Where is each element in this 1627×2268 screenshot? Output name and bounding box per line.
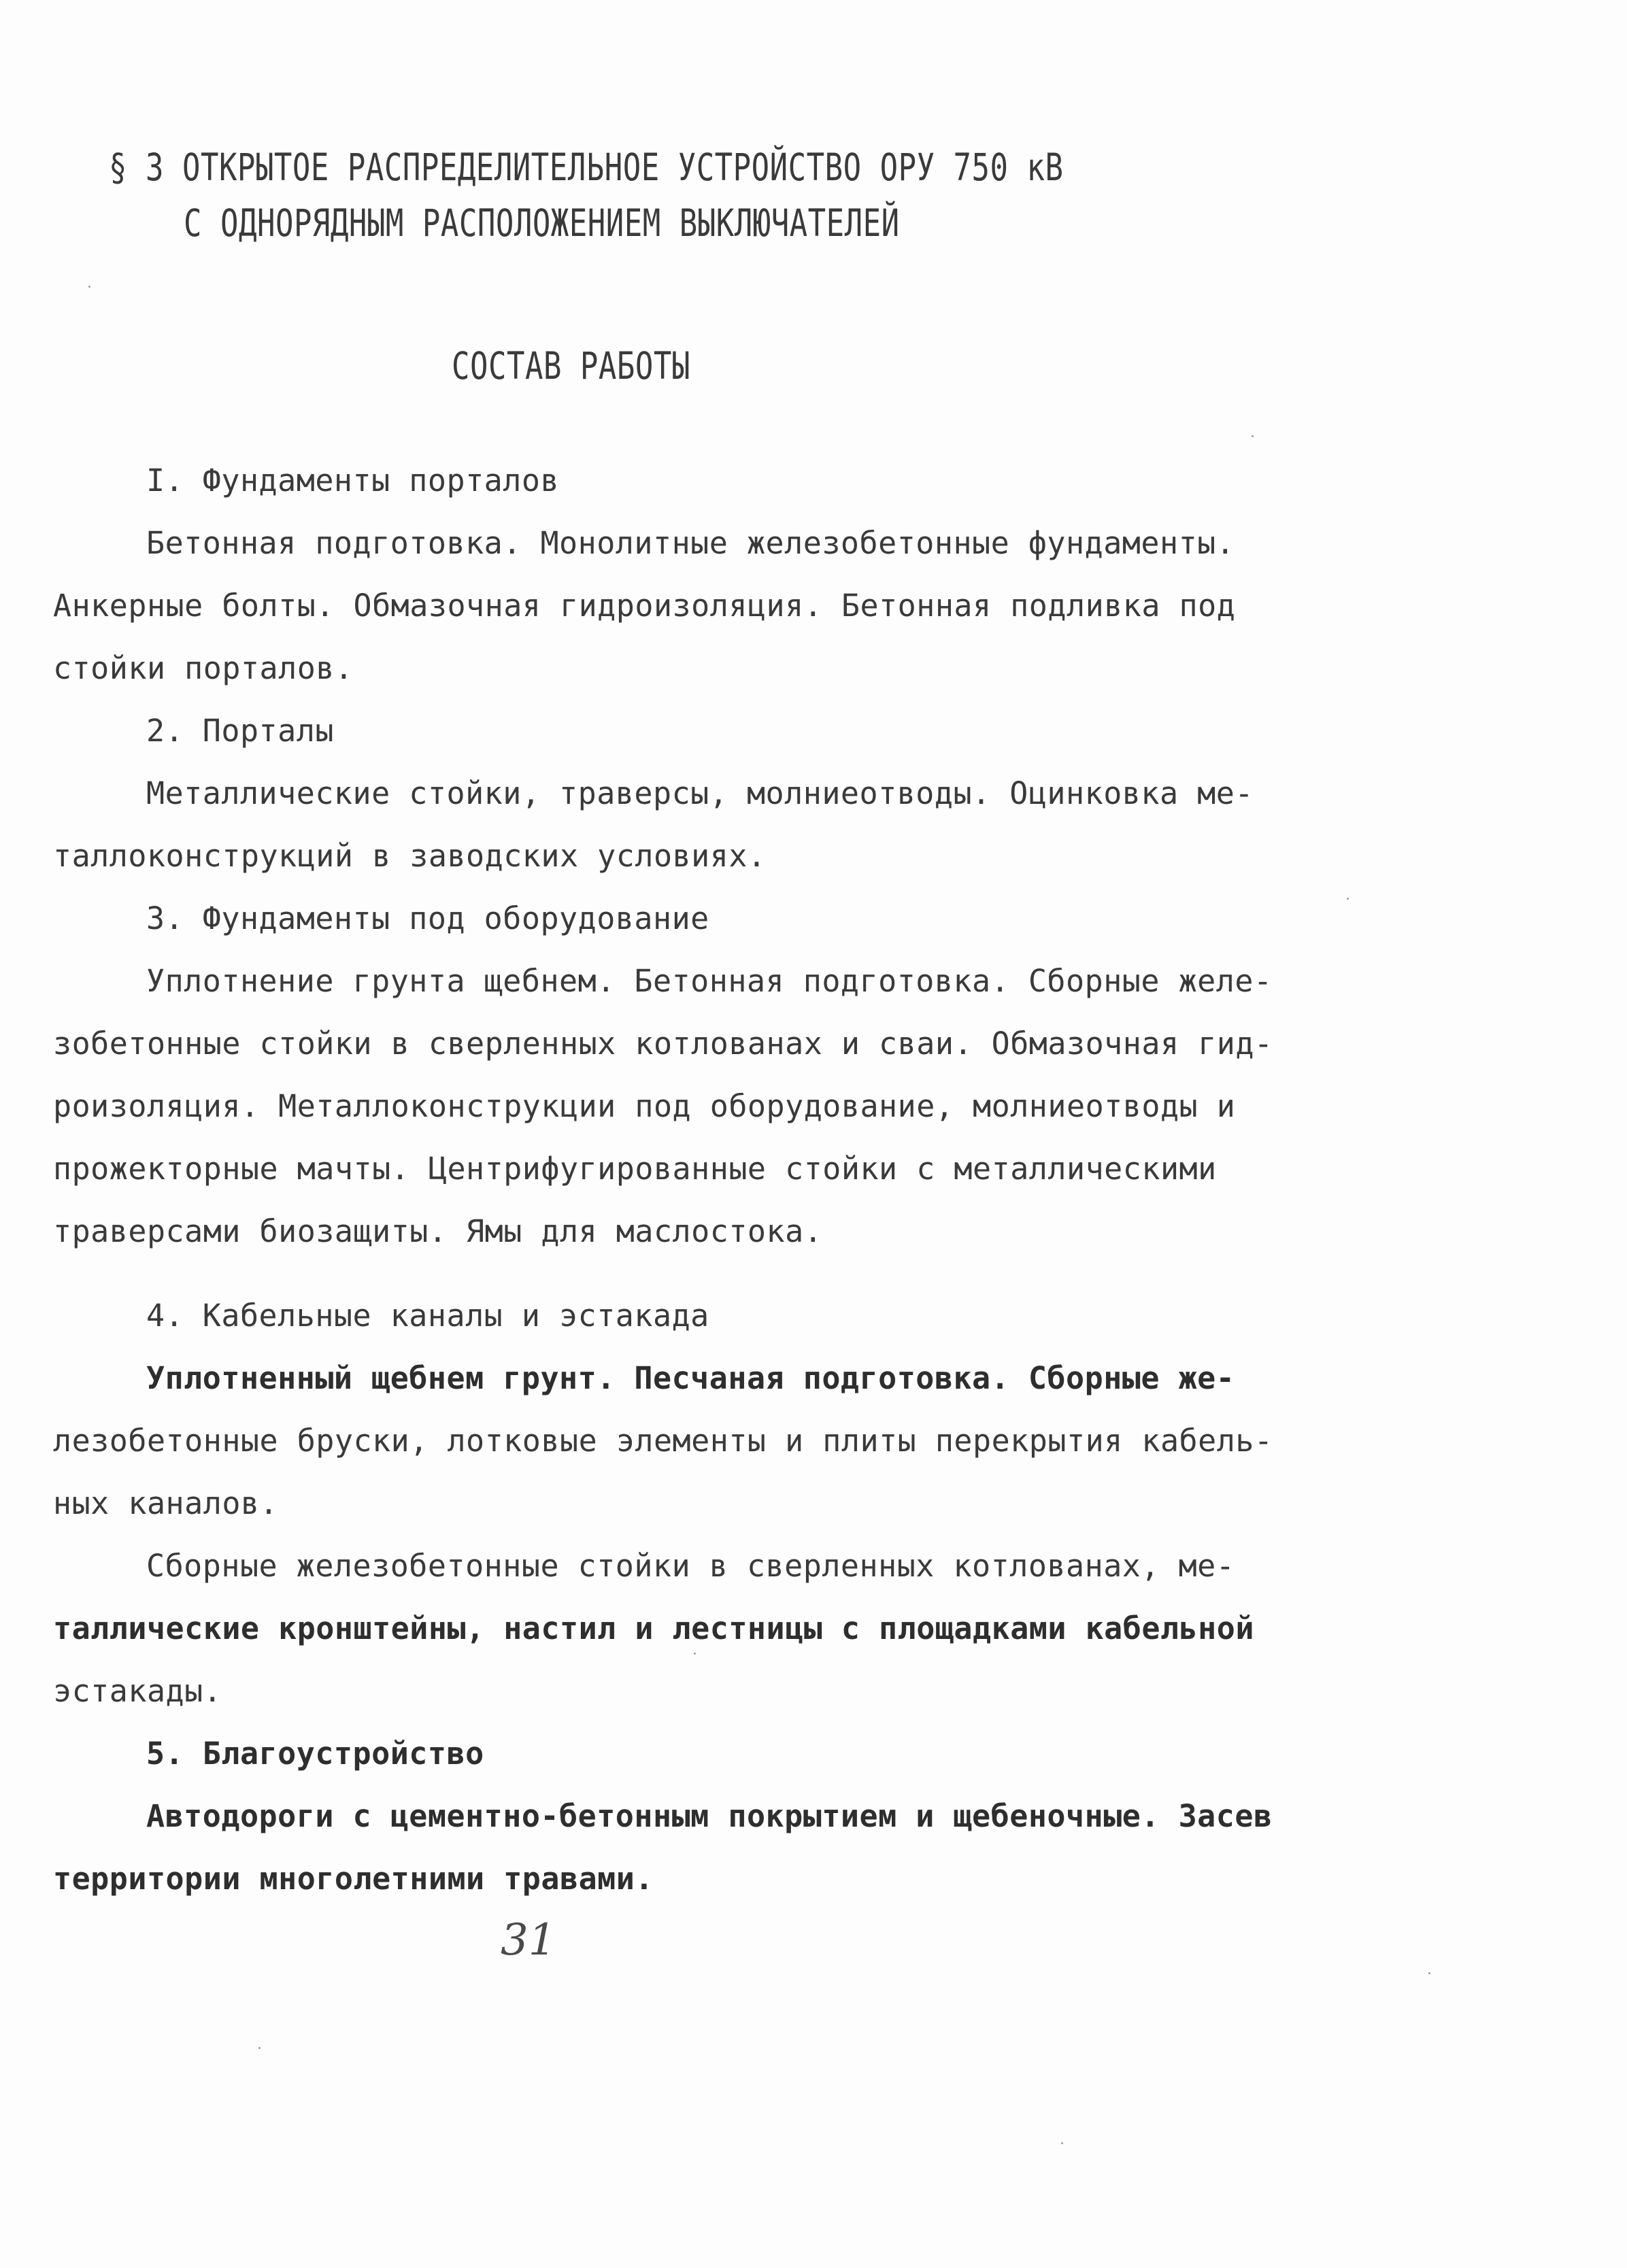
paragraph-line: Уплотненный щебнем грунт. Песчаная подготовка. Сборные же- (146, 1360, 1235, 1396)
paragraph-line: траверсами биозащиты. Ямы для маслостока. (53, 1213, 823, 1249)
paragraph-line: Сборные железобетонные стойки в сверленных котлованах, ме- (146, 1548, 1235, 1584)
paragraph-line: зобетонные стойки в сверленных котлованах и сваи. Обмазочная гид- (53, 1026, 1273, 1062)
paragraph-line: Бетонная подготовка. Монолитные железобетонные фундаменты. (146, 525, 1235, 561)
paragraph-line: Анкерные болты. Обмазочная гидроизоляция. Бетонная подливка под (53, 588, 1236, 624)
scan-speck (1252, 435, 1254, 437)
paragraph-line: Уплотнение грунта щебнем. Бетонная подготовка. Сборные желе- (146, 963, 1273, 999)
paragraph-line: ных каналов. (53, 1485, 279, 1521)
paragraph-line: стойки порталов. (53, 650, 354, 686)
paragraph-line: прожекторные мачты. Центрифугированные стойки с металлическими (53, 1151, 1217, 1187)
item-heading-1: I. Фундаменты порталов (146, 462, 560, 498)
paragraph-line: эстакады. (53, 1673, 222, 1709)
scan-speck (88, 286, 90, 288)
item-heading-2: 2. Порталы (146, 713, 334, 749)
scan-speck (1347, 898, 1349, 900)
paragraph-line: роизоляция. Металлоконструкции под оборудование, молниеотводы и (53, 1088, 1236, 1124)
paragraph-line: Автодороги с цементно-бетонным покрытием и щебеночные. Засев (146, 1798, 1273, 1834)
paragraph-line: таллоконструкций в заводских условиях. (53, 838, 767, 874)
paragraph-line: территории многолетними травами. (53, 1861, 654, 1897)
scan-speck (258, 2047, 261, 2049)
paragraph-line: лезобетонные бруски, лотковые элементы и плиты перекрытия кабель- (53, 1423, 1273, 1459)
page-number: 31 (501, 1915, 556, 1965)
section-title-line-1: § 3 ОТКРЫТОЕ РАСПРЕДЕЛИТЕЛЬНОЕ УСТРОЙСТВО ОРУ 750 кВ (109, 146, 1064, 190)
item-heading-4: 4. Кабельные каналы и эстакада (146, 1298, 709, 1334)
scan-speck (694, 1653, 696, 1655)
scan-speck (1428, 1972, 1430, 1974)
subtitle: СОСТАВ РАБОТЫ (452, 345, 690, 388)
paragraph-line: таллические кронштейны, настил и лестницы с площадками кабельной (53, 1610, 1254, 1646)
paragraph-line: Металлические стойки, траверсы, молниеотводы. Оцинковка ме- (146, 775, 1254, 811)
item-heading-5: 5. Благоустройство (146, 1736, 484, 1772)
section-title-line-2: С ОДНОРЯДНЫМ РАСПОЛОЖЕНИЕМ ВЫКЛЮЧАТЕЛЕЙ (184, 202, 900, 246)
item-heading-3: 3. Фундаменты под оборудование (146, 900, 709, 936)
scan-speck (1061, 2142, 1063, 2144)
